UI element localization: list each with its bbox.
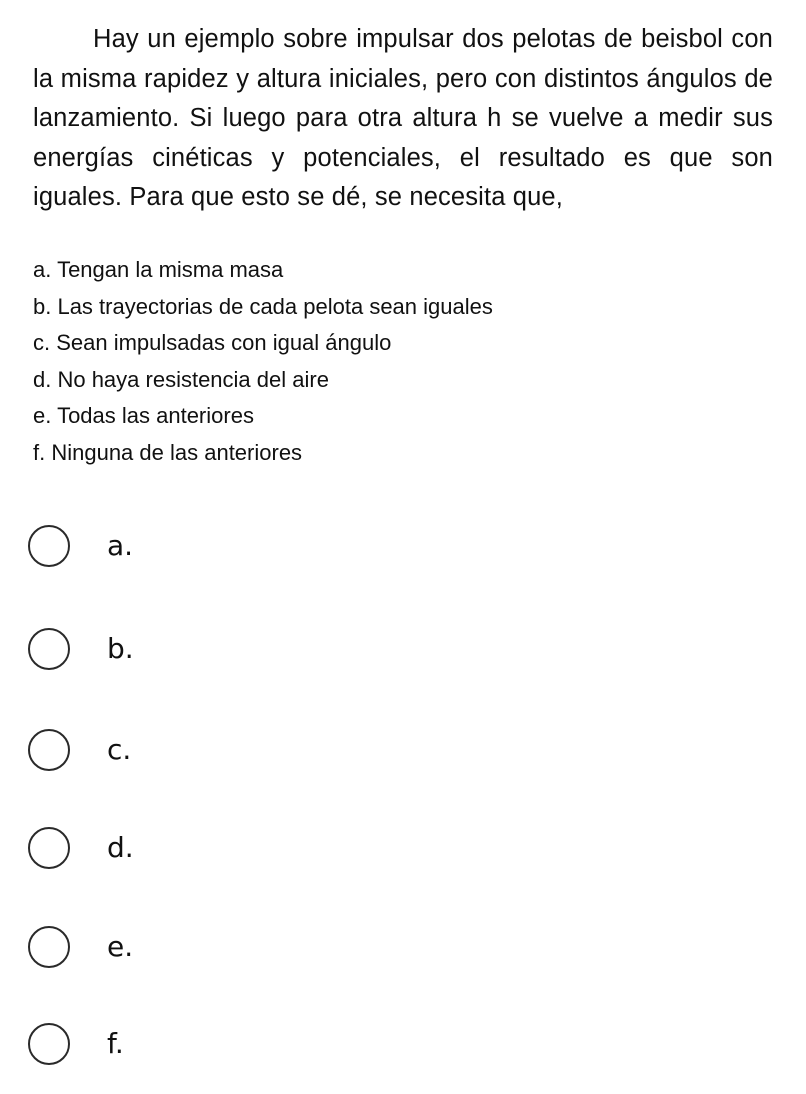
radio-button-b[interactable] bbox=[28, 628, 70, 670]
radio-button-a[interactable] bbox=[28, 525, 70, 567]
radio-button-d[interactable] bbox=[28, 827, 70, 869]
answer-label-c: c. bbox=[107, 733, 132, 766]
statement-option-e: e. Todas las anteriores bbox=[33, 403, 254, 428]
answer-choice-f[interactable] bbox=[28, 1016, 328, 1072]
statement-options-list bbox=[33, 252, 493, 471]
answer-label-e: e. bbox=[107, 930, 134, 963]
statement-option-c: c. Sean impulsadas con igual ángulo bbox=[33, 330, 392, 355]
answer-label-d: d. bbox=[107, 831, 134, 864]
radio-button-f[interactable] bbox=[28, 1023, 70, 1065]
answer-label-a: a. bbox=[107, 529, 134, 562]
radio-button-e[interactable] bbox=[28, 926, 70, 968]
statement-option-d: d. No haya resistencia del aire bbox=[33, 366, 329, 392]
statement-option-f: f. Ninguna de las anteriores bbox=[33, 439, 303, 465]
answer-choice-d[interactable] bbox=[28, 820, 328, 876]
statement-option-b: b. Las trayectorias de cada pelota sean iguales bbox=[33, 293, 493, 319]
statement-option-a: a. Tengan la misma masa bbox=[33, 257, 284, 282]
question-text bbox=[33, 20, 773, 218]
answer-label-b: b. bbox=[107, 632, 134, 665]
answer-choice-a[interactable] bbox=[28, 518, 328, 574]
question-body: Hay un ejemplo sobre impulsar dos pelotas de beisbol con la misma rapidez y altura iniciales, pero con distintos ángulos de lanzamiento. Si luego para otra altura h se vuelve a medir sus energías cinéticas y potenciales, el resultado es que son iguales. Para que esto se dé, se necesita que, bbox=[33, 25, 773, 211]
answer-label-f: f. bbox=[107, 1027, 124, 1060]
answer-choice-c[interactable] bbox=[28, 722, 328, 778]
answer-choice-b[interactable] bbox=[28, 621, 328, 677]
radio-button-c[interactable] bbox=[28, 729, 70, 771]
answer-choice-e[interactable] bbox=[28, 919, 328, 975]
